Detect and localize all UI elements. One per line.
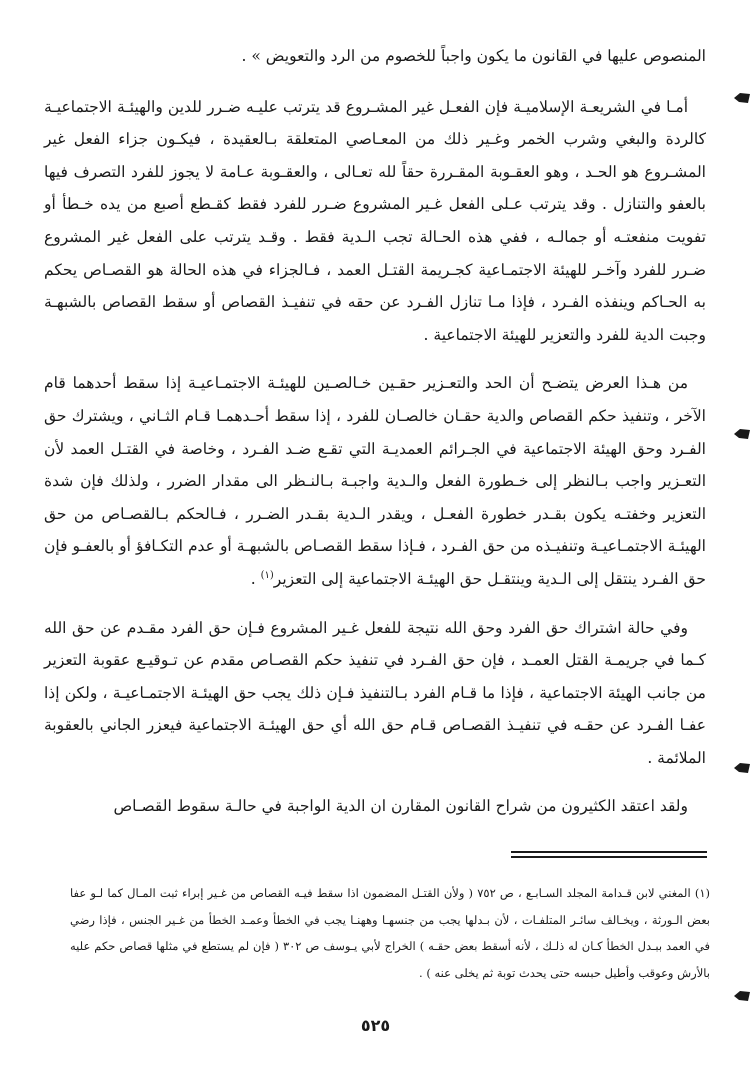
- paragraph-5: ولقد اعتقد الكثيرون من شراح القانون المقارن ان الدية الواجبة في حالـة سقوط القصـاص: [113, 797, 688, 816]
- paragraph-3: [44, 367, 706, 595]
- footnotes-section: [70, 880, 710, 986]
- page-number: ٥٢٥: [360, 1016, 391, 1035]
- main-text: [44, 40, 706, 823]
- scan-mark-icon: [734, 428, 750, 440]
- scan-mark-icon: [734, 762, 750, 774]
- paragraph-4: وفي حالة اشتراك حق الفرد وحق الله نتيجة للفعل غـير المشروع فـإن حق الفرد مقـدم عن حق الله كـما في جريمـة القتل العمـد ، فإن حق الفـرد في تنفيذ حكم القصـاص مقدم عن تـوقيـع عقوبة التعزير من جانب الهيئة الاجتماعية ، فإذا ما قـام الفرد بـالتنفيذ فـإن ذلك يجب حق الهيئـة الاجتمـاعيـة ، ولكن إذا عفـا الفـرد عن حقـه في تنفيـذ القصـاص قـام حق الله أي حق الهيئـة الاجتماعية فيعزر الجاني بالعقوبة الملائمة .: [44, 618, 706, 767]
- scan-mark-icon: [734, 990, 750, 1002]
- paragraph-spacer: [44, 774, 706, 790]
- scan-mark-icon: [734, 92, 750, 104]
- paragraph-3-text: من هـذا العرض يتضـح أن الحد والتعـزير حقـين خـالصـين للهيئـة الاجتمـاعيـة إذا سقط أحدهما قام الآخر ، وتنفيذ حكم القصاص والدية حقـان خالصـان للفرد ، إذا سقط أحـدهمـا قـام الثـاني ، ويشترك حق الفـرد وحق الهيئة الاجتماعية في الجـرائم العمديـة التي تقـع ضـد الفـرد ، وخاصة في القتـل العمد لأن التعـزير واجب بـالنظر إلى خـطورة الفعل والـدية واجبـة بـالنـظر الى مقدار الضرر ، ولذلك فإن شدة التعزير وخفتـه يكون بقـدر خطورة الفعـل ، ويقدر الـدية بقـدر الضـرر ، فـالحكم بـالقصـاص من حق الهيئـة الاجتمـاعيـة وتنفيـذه من حق الفـرد ، فـإذا سقط القصـاص بالشبهـة أو عدم التكـافؤ أو بالعفـو فإن حق الفـرد ينتقل إلى الـدية وينتقـل حق الهيئـة الاجتماعية إلى التعزير: [44, 374, 706, 588]
- paragraph-spacer: [44, 351, 706, 367]
- footnote-marker: (١): [260, 569, 274, 581]
- footnote-1: (١) المغني لابن قـدامة المجلد السـابـع ، ص ٧٥٢ ( ولأن القتـل المضمون اذا سقط فيـه القصاص من غـير إبراء ثبت المـال كما لـو عفا بعض الـورثة ، ويخـالف سائـر المتلفـات ، لأن بـدلها يجب من جنسهـا وههنـا يجب في الخطأ وعمـد الخطأ من غـير الجنس ، فإذا رضي في العمد ببـدل الخطأ كـان له ذلـك ، لأنه أسقط بعض حقـه ) الخراج لأبي يـوسف ص ٣٠٢ ( فإن لم يستطع في مثلها قصاص حكم عليه بالأرش وعوقب وأطيل حبسه حتى يحدث توبة ثم يخلى عنه ) .: [70, 886, 710, 980]
- paragraph-spacer: [44, 73, 706, 91]
- paragraph-1: المنصوص عليها في القانون ما يكون واجباً للخصوم من الرد والتعويض » .: [241, 47, 706, 65]
- paragraph-2: أمـا في الشريعـة الإسلاميـة فإن الفعـل غير المشـروع قد يترتب عليـه ضـرر للدين والهيئـة الاجتماعيـة كالردة والبغي وشرب الخمر وغـير ذلك من المعـاصي المتعلقة بـالعقيدة ، فيكـون جزاء الفعل غير المشـروع هو الحـد ، وهو العقـوبة المقـررة حقاً لله تعـالى ، والعقـوبة عـامة لا يجوز للفرد التصرف فيها بالعفو والتنازل . وقد يترتب عـلى الفعل غـير المشروع ضـرر للفرد فقط كقـطع أصبع من يده خـطأ أو تفويت منفعتـه أو جمالـه ، ففي هذه الحـالة تجب الـدية فقط . وقـد يترتب على الفعل غير المشروع ضـرر للفرد وآخـر للهيئة الاجتمـاعية كجـريمة القتـل العمد ، فـالجزاء في هذه الحالة هو القصـاص يحكم به الحـاكم وينفذه الفـرد ، فإذا مـا تنازل الفـرد عن حقه في تنفيـذ القصاص أو سقط القصاص بالشبهـة وجبت الدية للفرد والتعزير للهيئة الاجتماعية .: [44, 97, 706, 344]
- paragraph-3-end: .: [250, 569, 256, 588]
- paragraph-spacer: [44, 596, 706, 612]
- footnote-separator: [511, 851, 707, 861]
